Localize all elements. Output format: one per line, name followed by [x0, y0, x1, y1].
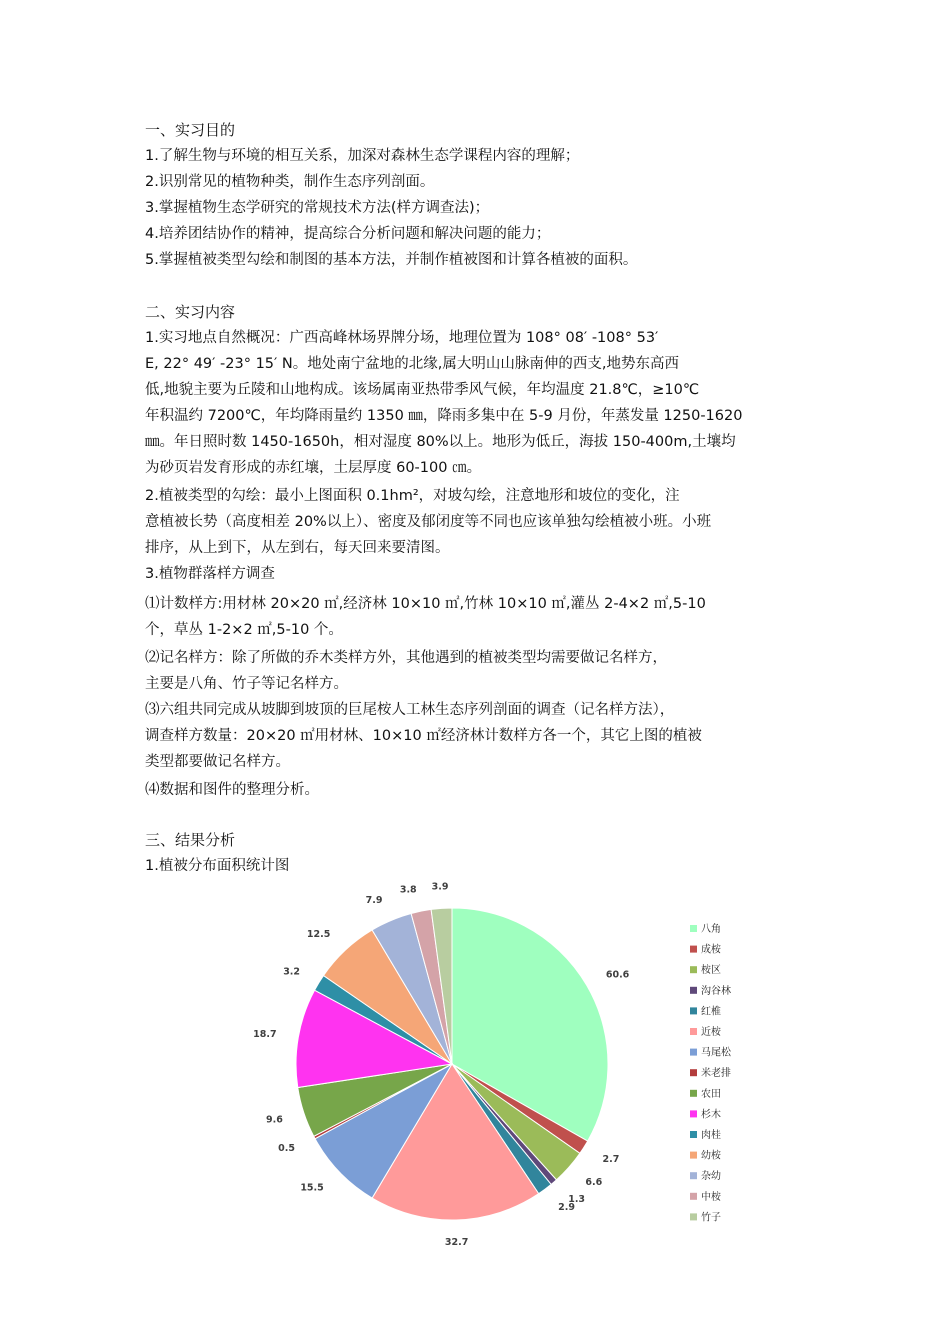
- pie-data-label: 3.2: [283, 966, 301, 978]
- site-para-line-3: 低,地貌主要为丘陵和山地构成。该场属南亚热带季风气候，年均温度 21.8℃，≥10℃: [145, 382, 700, 398]
- site-para-line-6: 为砂页岩发育形成的赤红壤，土层厚度 60-100 ㎝。: [145, 460, 482, 476]
- chart-caption: 1.植被分布面积统计图: [145, 858, 290, 874]
- legend-label: 八角: [701, 924, 721, 935]
- legend-swatch: [690, 1152, 697, 1159]
- pie-data-label: 15.5: [300, 1182, 324, 1194]
- site-para-line-5: ㎜。年日照时数 1450-1650h，相对湿度 80%以上。地形为低丘，海拔 150-400m,土壤均: [145, 434, 736, 450]
- legend-swatch: [690, 1090, 697, 1097]
- pie-data-label: 6.6: [585, 1176, 603, 1188]
- pie-data-label: 2.7: [602, 1154, 620, 1166]
- pie-data-label: 3.9: [431, 881, 449, 893]
- legend-swatch: [690, 1193, 697, 1200]
- legend-swatch: [690, 1028, 697, 1035]
- pie-data-label: 2.9: [558, 1201, 576, 1213]
- legend-label: 沟谷林: [701, 985, 731, 997]
- count-quadrat-line-1: ⑴计数样方:用材林 20×20 ㎡,经济林 10×10 ㎡,竹林 10×10 ㎡,灌丛 2-4×2 ㎡,5-10: [145, 596, 706, 612]
- quadrat-heading: 3.植物群落样方调查: [145, 566, 275, 582]
- pie-data-label: 12.5: [306, 929, 331, 941]
- objective-1: 1.了解生物与环境的相互关系，加深对森林生态学课程内容的理解；: [145, 148, 580, 164]
- legend-label: 近桉: [701, 1027, 721, 1038]
- analysis-line: ⑷数据和图件的整理分析。: [145, 782, 319, 798]
- legend-swatch: [690, 1007, 697, 1014]
- legend-label: 杉木: [701, 1109, 721, 1121]
- pie-data-label: 1.3: [568, 1193, 586, 1205]
- legend-swatch: [690, 1213, 697, 1220]
- section-1-title: 一、实习目的: [145, 121, 236, 139]
- pie-data-label: 0.5: [278, 1142, 296, 1154]
- legend-swatch: [690, 925, 697, 932]
- legend-swatch: [690, 1172, 697, 1179]
- pie-data-label: 60.6: [605, 969, 630, 981]
- objective-5: 5.掌握植被类型勾绘和制图的基本方法，并制作植被图和计算各植被的面积。: [145, 252, 638, 268]
- legend-label: 幼桉: [701, 1150, 721, 1162]
- survey-line-3: 类型都要做记名样方。: [145, 754, 290, 770]
- pie-chart: [0, 880, 950, 1250]
- legend-swatch: [690, 966, 697, 973]
- legend-label: 马尾松: [701, 1047, 731, 1059]
- named-quadrat-line-2: 主要是八角、竹子等记名样方。: [145, 676, 348, 692]
- mapping-para-line-3: 排序，从上到下，从左到右，每天回来要清图。: [145, 540, 450, 556]
- pie-data-label: 3.8: [399, 884, 417, 896]
- site-para-line-1: 1.实习地点自然概况：广西高峰林场界牌分场，地理位置为 108° 08′ -108° 53′: [145, 330, 659, 346]
- section-3-title: 三、结果分析: [145, 831, 236, 849]
- legend-swatch: [690, 1049, 697, 1056]
- legend-label: 红椎: [701, 1006, 721, 1018]
- pie-data-label: 9.6: [266, 1114, 283, 1126]
- legend-swatch: [690, 1069, 697, 1076]
- pie-data-label: 18.7: [253, 1028, 277, 1040]
- objective-2: 2.识别常见的植物种类，制作生态序列剖面。: [145, 174, 435, 190]
- survey-line-2: 调查样方数量：20×20 ㎡用材林、10×10 ㎡经济林计数样方各一个，其它上图的植被: [145, 728, 702, 744]
- count-quadrat-line-2: 个，草丛 1-2×2 ㎡,5-10 个。: [145, 622, 343, 638]
- legend-swatch: [690, 1110, 697, 1117]
- legend-label: 桉区: [701, 965, 721, 977]
- named-quadrat-line-1: ⑵记名样方：除了所做的乔木类样方外，其他遇到的植被类型均需要做记名样方，: [145, 650, 667, 666]
- legend-swatch: [690, 1131, 697, 1138]
- mapping-para-line-1: 2.植被类型的勾绘：最小上图面积 0.1hm²，对坡勾绘，注意地形和坡位的变化，注: [145, 488, 680, 504]
- section-2-title: 二、实习内容: [145, 303, 236, 321]
- pie-data-label: 32.7: [444, 1236, 469, 1248]
- legend-label: 中桉: [701, 1191, 721, 1203]
- survey-line-1: ⑶六组共同完成从坡脚到坡顶的巨尾桉人工林生态序列剖面的调查（记名样方法），: [145, 702, 675, 718]
- pie-data-label: 7.9: [365, 895, 383, 907]
- legend-label: 成桉: [701, 944, 721, 956]
- legend-label: 肉桂: [701, 1130, 721, 1141]
- mapping-para-line-2: 意植被长势（高度相差 20%以上）、密度及郁闭度等不同也应该单独勾绘植被小班。小班: [145, 514, 712, 530]
- objective-3: 3.掌握植物生态学研究的常规技术方法(样方调查法)；: [145, 200, 490, 216]
- site-para-line-2: E, 22° 49′ -23° 15′ N。地处南宁盆地的北缘,属大明山山脉南伸的西支,地势东高西: [145, 356, 679, 372]
- objective-4: 4.培养团结协作的精神，提高综合分析问题和解决问题的能力；: [145, 226, 551, 242]
- legend-swatch: [690, 987, 697, 994]
- legend-swatch: [690, 946, 697, 953]
- legend-label: 米老排: [701, 1068, 731, 1080]
- legend-label: 农田: [701, 1088, 721, 1100]
- legend-label: 杂幼: [701, 1171, 721, 1183]
- site-para-line-4: 年积温约 7200℃，年均降雨量约 1350 ㎜，降雨多集中在 5-9 月份，年蒸发量 1250-1620: [145, 408, 743, 424]
- legend-label: 竹子: [701, 1212, 721, 1224]
